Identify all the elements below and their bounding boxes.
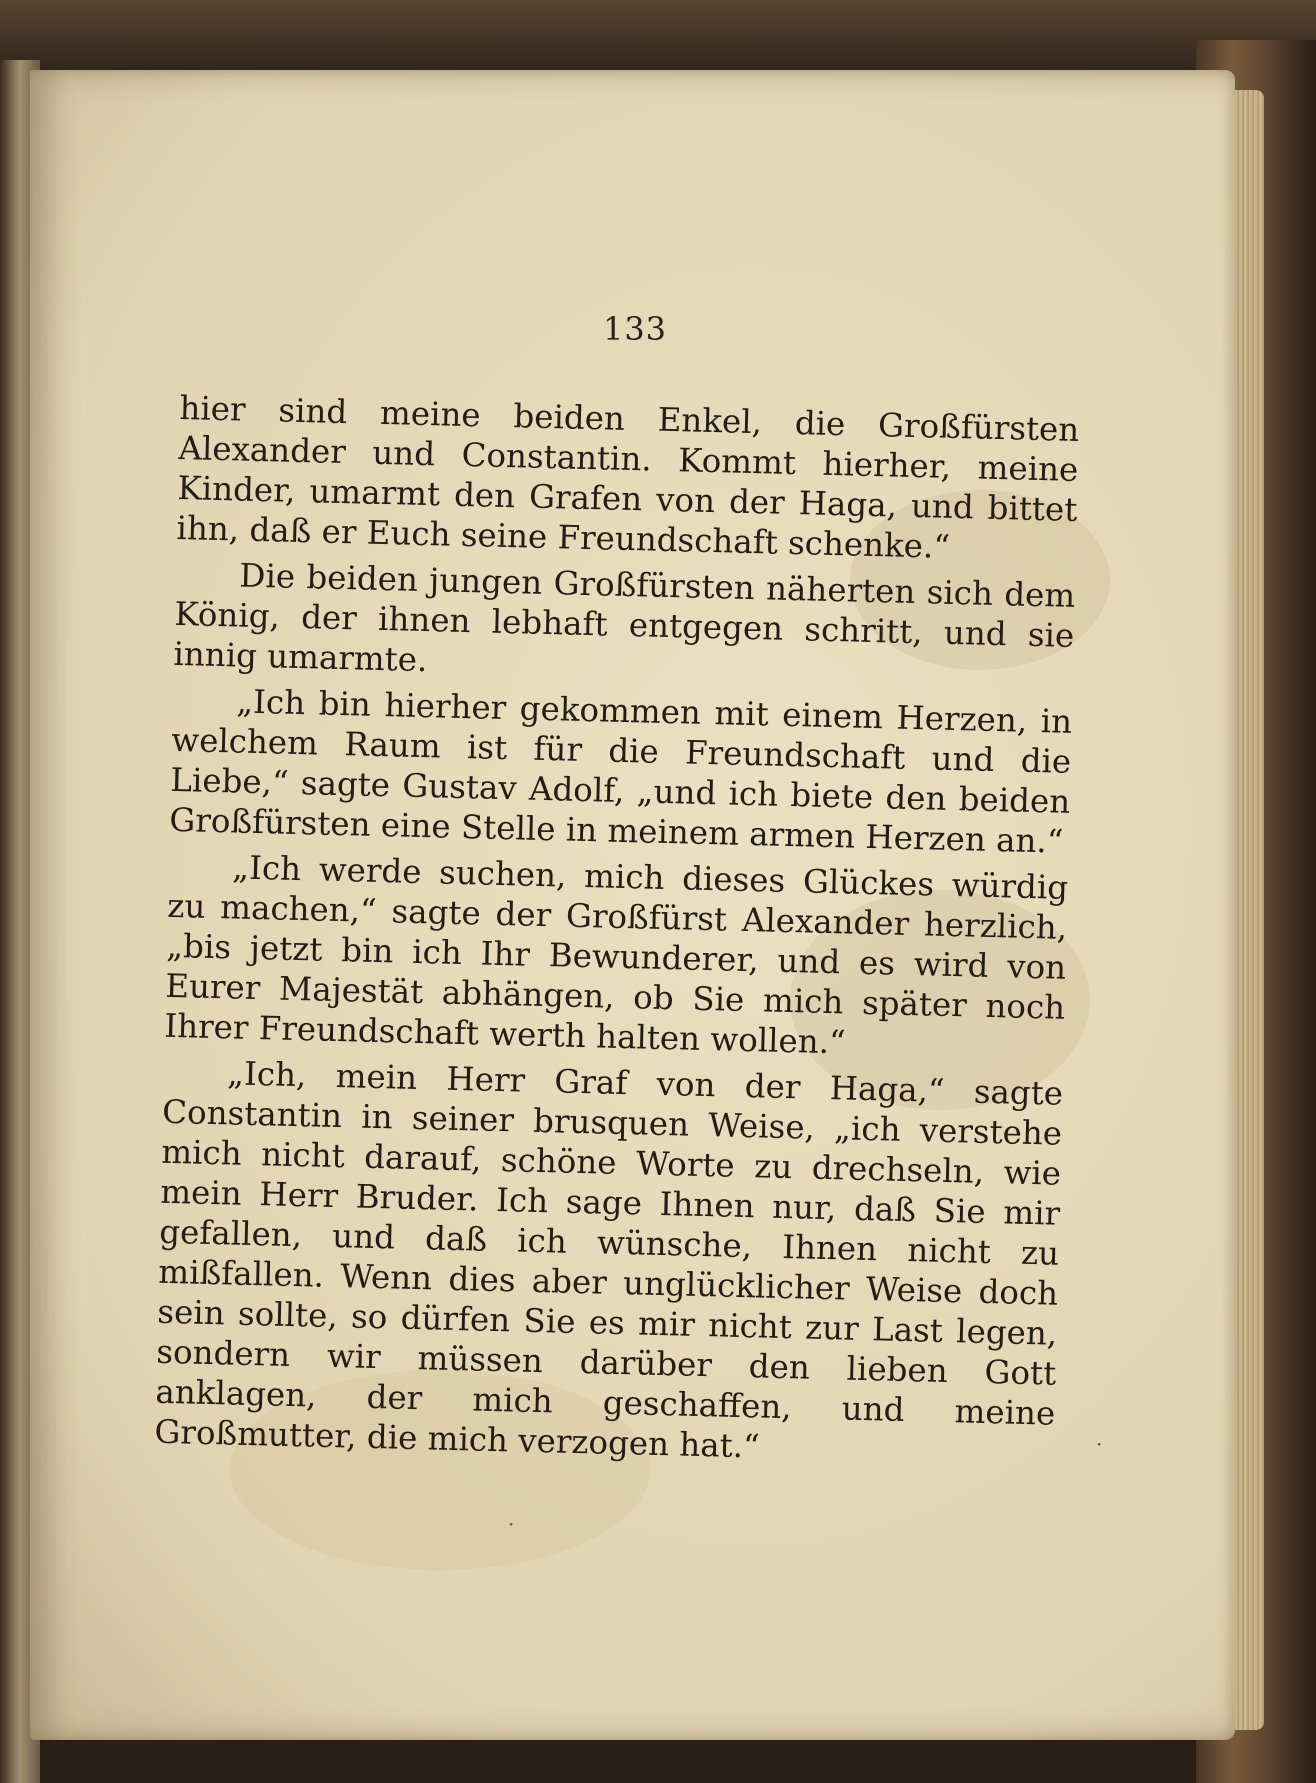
paragraph: „Ich werde suchen, mich dieses Glückes würdig zu machen,“ sagte der Großfürst Alexander herzlich, „bis jetzt bin ich Ihr Bewunderer, und es wird von Eurer Majestät abhängen, ob Sie mich später noch Ihrer Freundschaft werth halten wollen.“	[163, 848, 1069, 1062]
book-cover-top-edge	[0, 0, 1316, 80]
paragraph: hier sind meine beiden Enkel, die Großfürsten Alexander und Constantin. Kommt hierher, meine Kinder, umarmt den Grafen von der Haga, und bittet ihn, daß er Euch seine Freundschaft schenke.“	[176, 388, 1080, 566]
book-page	[30, 70, 1235, 1740]
ink-speck: ·	[1096, 1432, 1103, 1456]
paragraph: „Ich bin hierher gekommen mit einem Herzen, in welchem Raum ist für die Freundschaft und die Liebe,“ sagte Gustav Adolf, „und ich biete den beiden Großfürsten eine Stelle in meinem armen Herzen an.“	[168, 682, 1073, 861]
paragraph: „Ich, mein Herr Graf von der Haga,“ sagte Constantin in seiner brusquen Weise, „ich verstehe mich nicht darauf, schöne Worte zu drechseln, wie mein Herr Bruder. Ich sage Ihnen nur, daß Sie mir gefallen, und daß ich wünsche, Ihnen nicht zu mißfallen. Wenn dies aber unglücklicher Weise doch sein sollte, so dürfen Sie es mir nicht zur Last legen, sondern wir müssen darüber den lieben Gott anklagen, der mich geschaffen, und meine Großmutter, die mich verzogen hat.“	[154, 1054, 1064, 1466]
paragraph: Die beiden jungen Großfürsten näherten sich dem König, der ihnen lebhaft entgegen schritt, und sie innig umarmte.	[173, 556, 1076, 680]
page-number: 133	[602, 310, 668, 348]
body-text	[154, 388, 1080, 1480]
ink-speck: ·	[508, 1512, 515, 1536]
